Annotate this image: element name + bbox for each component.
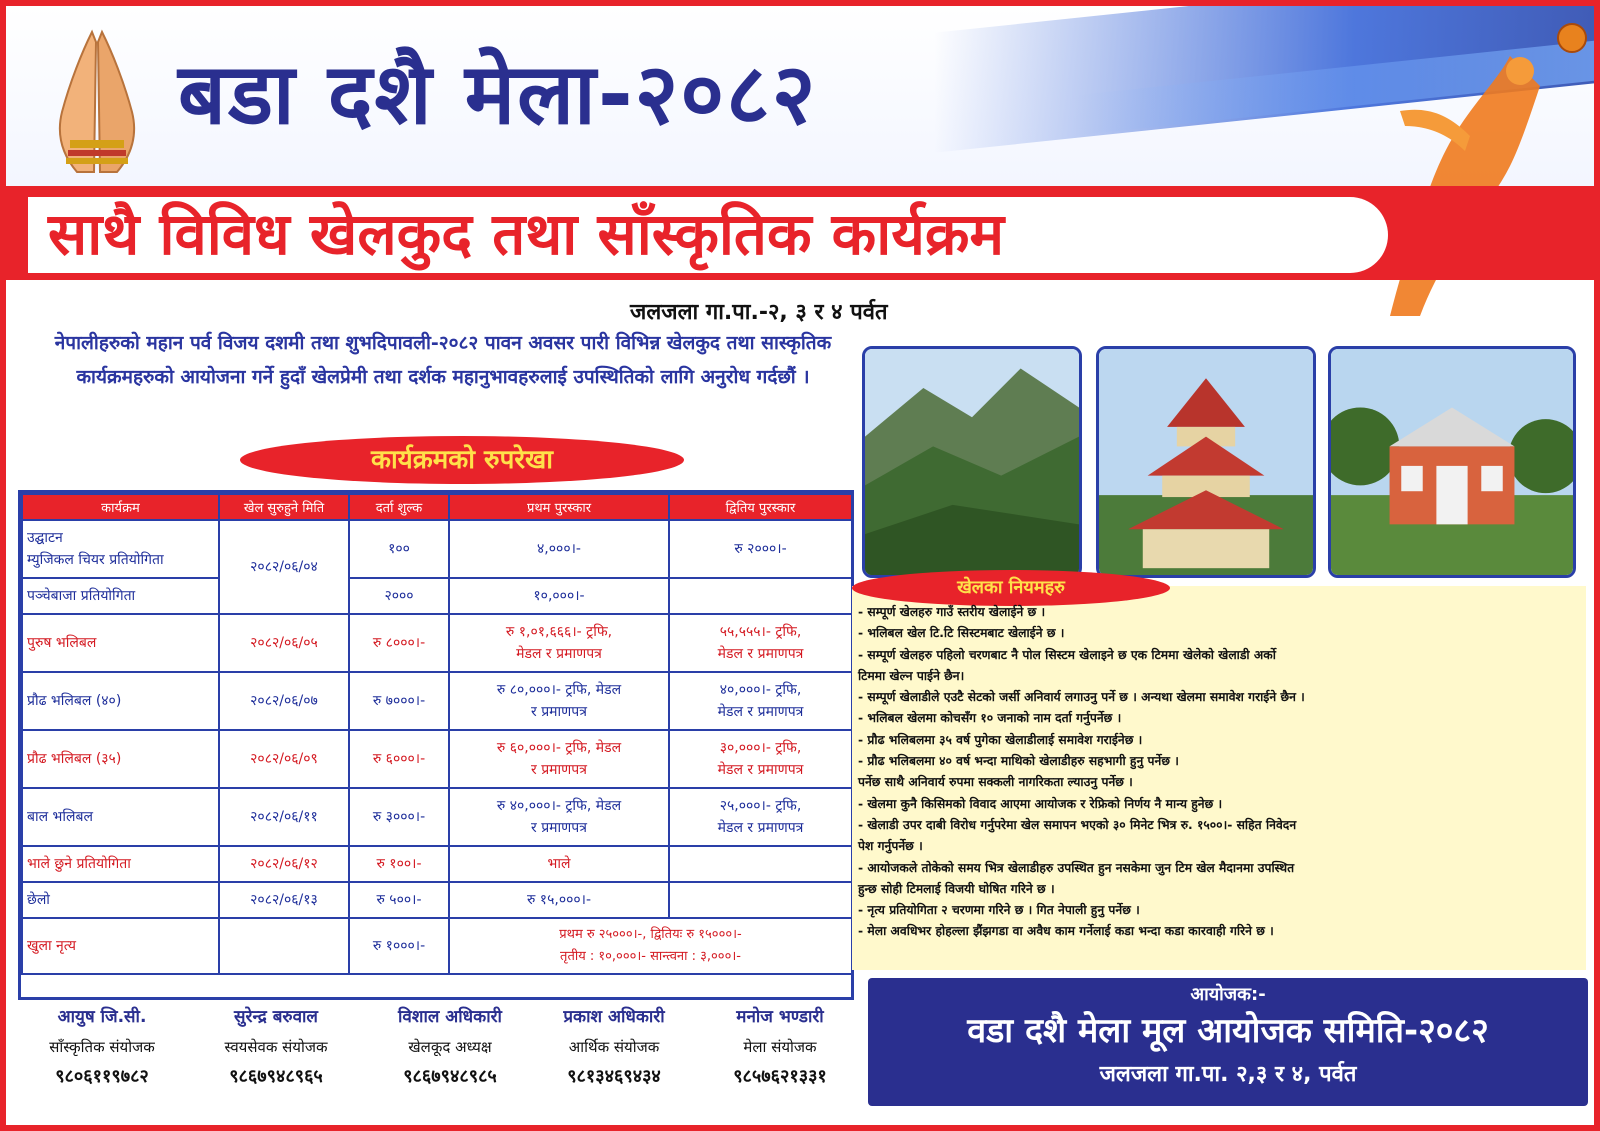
second-prize-cell: रु २०००।- xyxy=(669,520,852,578)
coordinator-role: स्वयसेवक संयोजक xyxy=(224,1038,328,1056)
first-prize-cell: प्रथम रु २५०००।-, द्वितियः रु १५०००।- तृतीय : १०,०००।- सान्त्वना : ३,०००।- xyxy=(449,918,852,974)
rule-item: - भलिबल खेलमा कोचसँग १० जनाको नाम दर्ता गर्नुपर्नेछ । xyxy=(858,711,1122,726)
table-row xyxy=(22,882,852,918)
rule-item: पर्नेछ साथै अनिवार्य रुपमा सक्कली नागरिकता ल्याउनु पर्नेछ । xyxy=(858,775,1133,790)
event-cell: भाले छुने प्रतियोगिता xyxy=(22,846,219,882)
fee-cell: १०० xyxy=(349,520,449,578)
date-cell: २०८२/०६/१२ xyxy=(219,846,349,882)
date-cell: २०८२/०६/०७ xyxy=(219,672,349,730)
event-cell: खुला नृत्य xyxy=(22,918,219,974)
coordinator-role: खेलकूद अध्यक्ष xyxy=(408,1038,492,1056)
organizer-name: वडा दशै मेला मूल आयोजक समिति-२०८२ xyxy=(967,1011,1489,1051)
table-row xyxy=(22,578,852,614)
first-prize-cell: रु ८०,०००।- ट्रफि, मेडल र प्रमाणपत्र xyxy=(449,672,669,730)
first-prize-cell: भाले xyxy=(449,846,669,882)
coordinator-role: मेला संयोजक xyxy=(743,1038,817,1056)
rule-item: - सम्पूर्ण खेलाडीले एउटै सेटको जर्सी अनिवार्य लगाउनु पर्ने छ । अन्यथा खेलमा समावेश गराईने छैन । xyxy=(858,690,1305,705)
first-prize-cell: १०,०००।- xyxy=(449,578,669,614)
col-header-fee: दर्ता शुल्क xyxy=(349,494,449,520)
page-subtitle: साथै विविध खेलकुद तथा साँस्कृतिक कार्यक्रम xyxy=(48,200,1005,268)
rule-item: पेश गर्नुपर्नेछ । xyxy=(858,839,923,854)
location-text: जलजला गा.पा.-२, ३ र ४ पर्वत xyxy=(630,300,888,325)
intro-paragraph: नेपालीहरुको महान पर्व विजय दशमी तथा शुभदिपावली-२०८२ पावन अवसर पारी विभिन्न खेलकुद तथा सास्कृतिक कार्यक्रमहरुको आयोजना गर्ने हुदाँ खेलप्रेमी तथा दर्शक महानुभावहरुलाई उपस्थितिको लागि अनुरोध गर्दछौं । xyxy=(54,332,832,388)
coordinator-card xyxy=(188,1002,364,1092)
coordinator-phone: ९८०६११९७८२ xyxy=(55,1066,149,1087)
volleyball-icon xyxy=(1558,24,1586,52)
table-row xyxy=(22,614,852,672)
table-row xyxy=(22,788,852,846)
coordinator-name: विशाल अधिकारी xyxy=(398,1007,502,1027)
date-cell: २०८२/०६/०४ xyxy=(219,520,349,614)
first-prize-cell: रु १५,०००।- xyxy=(449,882,669,918)
fee-cell: रु ३०००।- xyxy=(349,788,449,846)
coordinator-card xyxy=(526,1002,702,1092)
rule-item: - भलिबल खेल टि.टि सिस्टमबाट खेलाईने छ । xyxy=(858,626,1065,641)
table-row xyxy=(22,846,852,882)
event-cell: पुरुष भलिबल xyxy=(22,614,219,672)
rule-item: - नृत्य प्रतियोगिता २ चरणमा गरिने छ । गित नेपाली हुनु पर्नेछ । xyxy=(858,903,1140,918)
second-prize-cell: ५५,५५५।- ट्रफि, मेडल र प्रमाणपत्र xyxy=(669,614,852,672)
first-prize-cell: रु १,०१,६६६।- ट्रफि, मेडल र प्रमाणपत्र xyxy=(449,614,669,672)
first-prize-cell: रु ४०,०००।- ट्रफि, मेडल र प्रमाणपत्र xyxy=(449,788,669,846)
rules-heading-text: खेलका नियमहरु xyxy=(957,577,1065,598)
mountain-photo xyxy=(862,346,1082,578)
col-header-event: कार्यक्रम xyxy=(22,494,219,520)
namaste-hands-icon xyxy=(22,22,172,182)
rules-heading xyxy=(852,570,1170,606)
table-row xyxy=(22,730,852,788)
col-header-second-prize: द्वितिय पुरस्कार xyxy=(669,494,852,520)
building-photo xyxy=(1328,346,1576,578)
coordinator-name: आयुष जि.सी. xyxy=(57,1007,147,1027)
program-heading xyxy=(240,436,684,484)
rule-item: - खेलाडी उपर दाबी विरोध गर्नुपरेमा खेल समापन भएको ३० मिनेट भित्र रु. १५००।- सहित निवेदन xyxy=(858,817,1297,832)
fee-cell: रु १००।- xyxy=(349,846,449,882)
rules-list xyxy=(858,602,1582,943)
col-header-date: खेल सुरुहुने मिति xyxy=(219,494,349,520)
table-header-row xyxy=(22,494,852,520)
event-cell: छेलो xyxy=(22,882,219,918)
table-row xyxy=(22,520,852,578)
fee-cell: रु ८०००।- xyxy=(349,614,449,672)
table-row xyxy=(22,672,852,730)
second-prize-cell xyxy=(669,846,852,882)
date-cell: २०८२/०६/०५ xyxy=(219,614,349,672)
col-header-first-prize: प्रथम पुरस्कार xyxy=(449,494,669,520)
event-cell: प्रौढ भलिबल (३५) xyxy=(22,730,219,788)
program-heading-text: कार्यक्रमको रुपरेखा xyxy=(370,445,553,475)
rule-item: - सम्पूर्ण खेलहरु पहिलो चरणबाट नै पोल सिस्टम खेलाइने छ एक टिममा खेलेको खेलाडी अर्को xyxy=(858,647,1276,662)
second-prize-cell: ४०,०००।- ट्रफि, मेडल र प्रमाणपत्र xyxy=(669,672,852,730)
coordinator-name: प्रकाश अधिकारी xyxy=(563,1007,665,1027)
event-cell: प्रौढ भलिबल (४०) xyxy=(22,672,219,730)
event-cell: पञ्चेबाजा प्रतियोगिता xyxy=(22,578,219,614)
rule-item: हुन्छ सोही टिमलाई विजयी घोषित गरिने छ । xyxy=(858,881,1055,896)
first-prize-cell: रु ६०,०००।- ट्रफि, मेडल र प्रमाणपत्र xyxy=(449,730,669,788)
page-title: बडा दशै मेला-२०८२ xyxy=(178,45,818,143)
event-cell: उद्घाटन म्युजिकल चियर प्रतियोगिता xyxy=(22,520,219,578)
rule-item: - प्रौढ भलिबलमा ४० वर्ष भन्दा माथिको खेलाडीहरु सहभागी हुनु पर्नेछ । xyxy=(858,754,1179,769)
date-cell: २०८२/०६/१३ xyxy=(219,882,349,918)
program-table xyxy=(18,490,854,1000)
rule-item: - मेला अवधिभर होहल्ला झैंझगडा वा अवैध काम गर्नेलाई कडा भन्दा कडा कारवाही गरिने छ । xyxy=(858,924,1274,939)
coordinator-card xyxy=(362,1002,538,1092)
date-cell: २०८२/०६/०९ xyxy=(219,730,349,788)
first-prize-cell: ४,०००।- xyxy=(449,520,669,578)
event-cell: बाल भलिबल xyxy=(22,788,219,846)
rule-item: - सम्पूर्ण खेलहरु गाउँ स्तरीय खेलाईने छ । xyxy=(858,605,1046,619)
fee-cell: रु ७०००।- xyxy=(349,672,449,730)
date-cell xyxy=(219,918,349,974)
coordinator-role: साँस्कृतिक संयोजक xyxy=(49,1038,155,1056)
coordinator-card xyxy=(14,1002,190,1092)
second-prize-cell xyxy=(669,882,852,918)
coordinator-card xyxy=(692,1002,868,1092)
second-prize-cell: ३०,०००।- ट्रफि, मेडल र प्रमाणपत्र xyxy=(669,730,852,788)
rule-item: - आयोजकले तोकेको समय भित्र खेलाडीहरु उपस्थित हुन नसकेमा जुन टिम खेल मैदानमा उपस्थित xyxy=(858,860,1295,875)
coordinator-name: मनोज भण्डारी xyxy=(736,1007,824,1027)
fee-cell: रु १०००।- xyxy=(349,918,449,974)
coordinator-phone: ९८६७९४८९८५ xyxy=(403,1066,497,1087)
second-prize-cell xyxy=(669,578,852,614)
fee-cell: २००० xyxy=(349,578,449,614)
coordinator-role: आर्थिक संयोजक xyxy=(568,1038,660,1056)
temple-photo xyxy=(1096,346,1316,578)
second-prize-cell: २५,०००।- ट्रफि, मेडल र प्रमाणपत्र xyxy=(669,788,852,846)
coordinator-phone: ९८६७९४८९६५ xyxy=(229,1066,323,1087)
subtitle-panel xyxy=(28,197,1388,273)
organizer-place: जलजला गा.पा. २,३ र ४, पर्वत xyxy=(1099,1062,1357,1087)
fee-cell: रु ६०००।- xyxy=(349,730,449,788)
coordinator-phone: ९८१३४६९४३४ xyxy=(567,1066,661,1087)
date-cell: २०८२/०६/११ xyxy=(219,788,349,846)
rule-item: - खेलमा कुनै किसिमको विवाद आएमा आयोजक र रेफ्रिको निर्णय नै मान्य हुनेछ । xyxy=(858,796,1223,811)
table-row xyxy=(22,918,852,974)
coordinator-phone: ९८५७६२१३३१ xyxy=(733,1066,827,1087)
coordinator-name: सुरेन्द्र बरुवाल xyxy=(234,1007,318,1027)
rule-item: टिममा खेल्न पाईने छैन। xyxy=(858,668,965,683)
rule-item: - प्रौढ भलिबलमा ३५ वर्ष पुगेका खेलाडीलाई समावेश गराईनेछ । xyxy=(858,732,1143,747)
fee-cell: रु ५००।- xyxy=(349,882,449,918)
organizer-label: आयोजक:- xyxy=(1190,984,1266,1005)
